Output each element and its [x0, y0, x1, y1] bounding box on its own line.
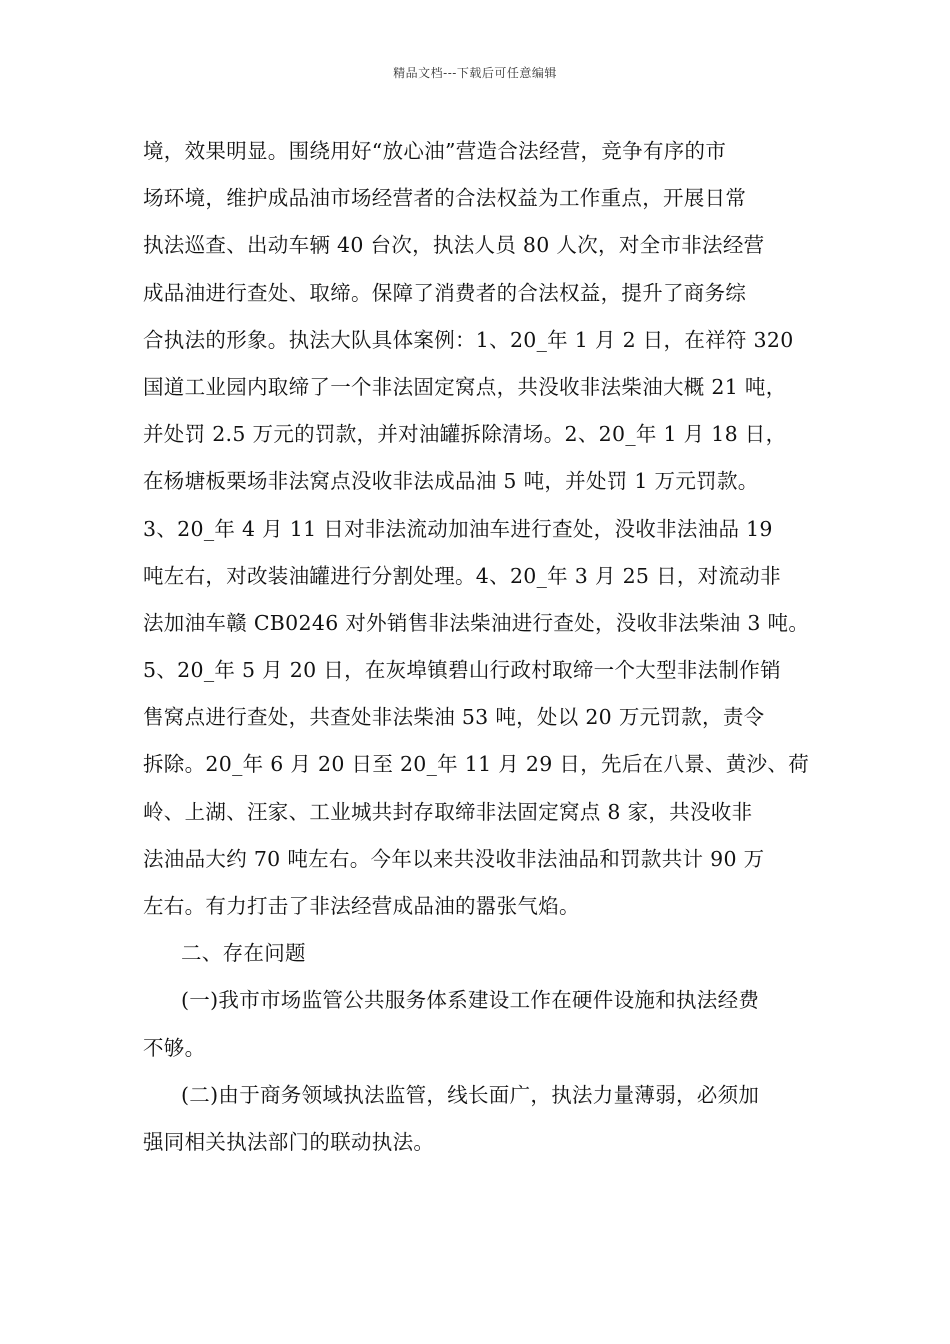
- paragraph-line: 并处罚 2.5 万元的罚款，并对油罐拆除清场。2、20_年 1 月 18 日，: [143, 422, 787, 447]
- paragraph-line: (二)由于商务领域执法监管，线长面广，执法力量薄弱，必须加: [181, 1082, 760, 1107]
- paragraph-line: 执法巡查、出动车辆 40 台次，执法人员 80 人次，对全市非法经营: [143, 233, 765, 258]
- paragraph-line: 成品油进行查处、取缔。保障了消费者的合法权益，提升了商务综: [143, 280, 747, 305]
- paragraph-line: 左右。有力打击了非法经营成品油的嚣张气焰。: [143, 894, 580, 918]
- paragraph-line: 售窝点进行查处，共查处非法柴油 53 吨，处以 20 万元罚款，责令: [143, 705, 765, 730]
- paragraph-line: 境，效果明显。围绕用好“放心油”营造合法经营，竞争有序的市: [143, 139, 727, 163]
- paragraph-line: 强同相关执法部门的联动执法。: [143, 1129, 435, 1154]
- paragraph-line: (一)我市市场监管公共服务体系建设工作在硬件设施和执法经费: [181, 988, 760, 1013]
- paragraph-line: 场环境，维护成品油市场经营者的合法权益为工作重点，开展日常: [143, 186, 747, 211]
- paragraph-line: 3、20_年 4 月 11 日对非法流动加油车进行查处，没收非法油品 19: [143, 516, 773, 541]
- paragraph-line: 岭、上湖、汪家、工业城共封存取缔非法固定窝点 8 家，共没收非: [143, 799, 753, 824]
- paragraph-line: 吨左右，对改装油罐进行分割处理。4、20_年 3 月 25 日，对流动非: [143, 563, 781, 588]
- paragraph-line: 合执法的形象。执法大队具体案例：1、20_年 1 月 2 日，在祥符 320: [143, 327, 794, 352]
- paragraph-line: 拆除。20_年 6 月 20 日至 20_年 11 月 29 日，先后在八景、黄沙、荷: [143, 752, 810, 777]
- section-heading: 二、存在问题: [181, 941, 306, 966]
- body-text: [143, 128, 833, 1166]
- paragraph-line: 法加油车赣 CB0246 对外销售非法柴油进行查处，没收非法柴油 3 吨。: [143, 610, 810, 635]
- page-header: 精品文档---下载后可任意编辑: [393, 66, 557, 80]
- paragraph-line: 5、20_年 5 月 20 日，在灰埠镇碧山行政村取缔一个大型非法制作销: [143, 658, 781, 683]
- paragraph-line: 在杨塘板栗场非法窝点没收非法成品油 5 吨，并处罚 1 万元罚款。: [143, 469, 759, 494]
- paragraph-line: 法油品大约 70 吨左右。今年以来共没收非法油品和罚款共计 90 万: [143, 846, 765, 871]
- paragraph-line: 国道工业园内取缔了一个非法固定窝点，共没收非法柴油大概 21 吨，: [143, 374, 787, 399]
- paragraph-line: 不够。: [143, 1035, 206, 1060]
